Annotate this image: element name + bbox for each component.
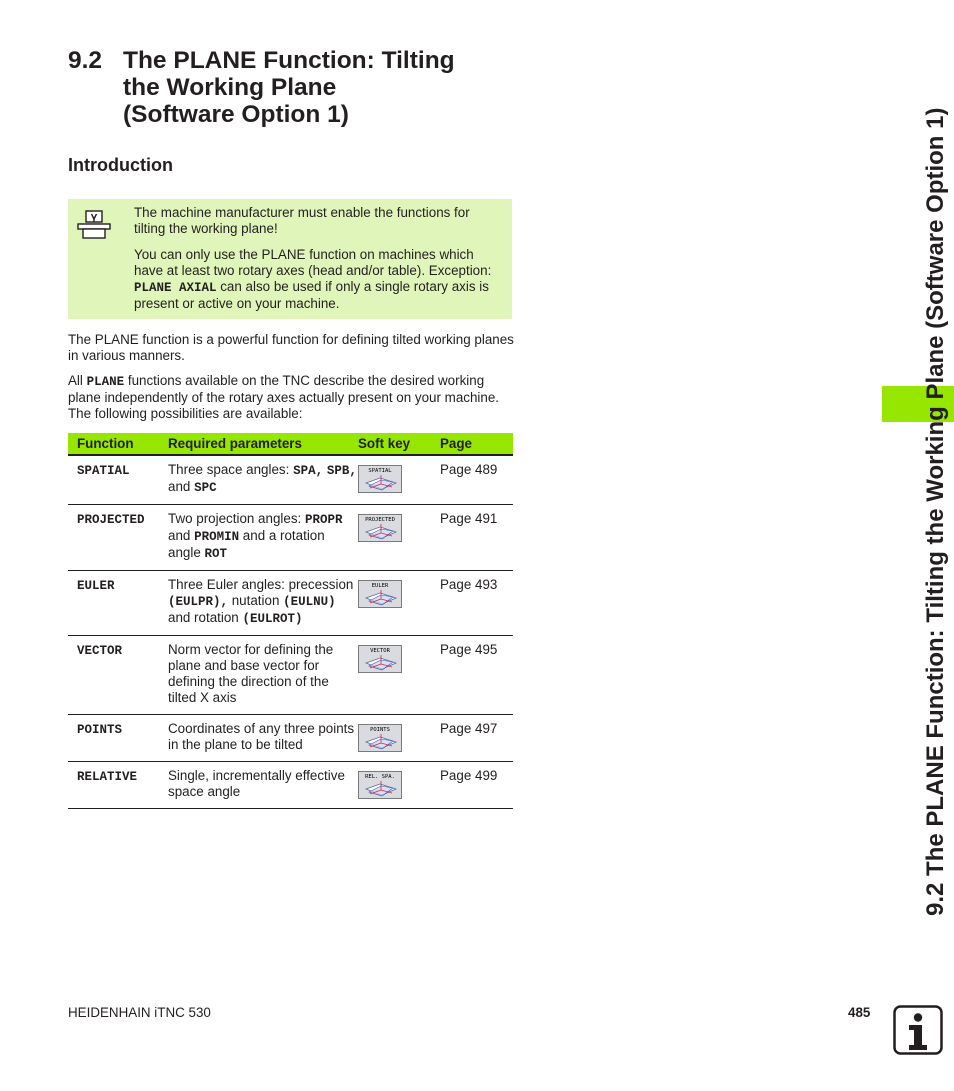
table-row bbox=[68, 715, 513, 762]
softkey-cell bbox=[358, 715, 440, 762]
body-paragraph-1: The PLANE function is a powerful function for defining tilted working planes in various manners. bbox=[68, 332, 514, 363]
parameter-text: and bbox=[168, 528, 195, 543]
function-name: VECTOR bbox=[68, 636, 168, 715]
body-paragraph-2 bbox=[68, 373, 514, 422]
required-parameters bbox=[168, 636, 358, 715]
introduction-heading: Introduction bbox=[68, 155, 173, 175]
softkey-cell bbox=[358, 455, 440, 505]
parameter-code: (EULROT) bbox=[242, 612, 303, 626]
info-icon bbox=[893, 1005, 943, 1055]
parameter-text: Three space angles: bbox=[168, 462, 294, 477]
parameter-code: (EULPR), bbox=[168, 595, 229, 609]
softkey-label: PROJECTED bbox=[365, 517, 395, 523]
page-reference[interactable]: Page 489 bbox=[440, 455, 513, 505]
tilted-plane-softkey-icon bbox=[363, 523, 399, 541]
page-reference[interactable]: Page 499 bbox=[440, 762, 513, 809]
tilted-plane-softkey-icon bbox=[363, 589, 399, 607]
note-paragraph-2 bbox=[134, 247, 504, 312]
parameter-text: Three Euler angles: precession bbox=[168, 577, 354, 592]
header-parameters: Required parameters bbox=[168, 433, 358, 455]
section-title-line2: the Working Plane bbox=[123, 74, 337, 101]
parameter-text: Norm vector for defining the plane and base vector for defining the direction of the tilted X axis bbox=[168, 642, 334, 705]
header-page: Page bbox=[440, 433, 513, 455]
machine-note-icon bbox=[77, 210, 111, 240]
softkey-label: POINTS bbox=[370, 727, 390, 733]
note-paragraph-1: The machine manufacturer must enable the functions for tilting the working plane! bbox=[134, 205, 470, 236]
required-parameters bbox=[168, 505, 358, 571]
footer-product: HEIDENHAIN iTNC 530 bbox=[68, 1005, 211, 1020]
softkey-label: SPATIAL bbox=[368, 468, 392, 474]
tilted-plane-softkey-icon bbox=[363, 654, 399, 672]
plane-code: PLANE bbox=[86, 375, 125, 389]
function-name: PROJECTED bbox=[68, 505, 168, 571]
note-text-a: You can only use the PLANE function on machines which have at least two rotary axes (head and/or table). Exception: bbox=[134, 247, 492, 278]
function-name: RELATIVE bbox=[68, 762, 168, 809]
table-row bbox=[68, 455, 513, 505]
parameter-code: SPA, bbox=[293, 464, 324, 478]
parameter-text: Coordinates of any three points in the plane to be tilted bbox=[168, 721, 355, 752]
page-reference[interactable]: Page 493 bbox=[440, 571, 513, 636]
softkey-spatial-button[interactable] bbox=[358, 465, 402, 493]
required-parameters bbox=[168, 762, 358, 809]
plane-axial-code: PLANE AXIAL bbox=[134, 281, 217, 295]
header-function: Function bbox=[68, 433, 168, 455]
softkey-label: VECTOR bbox=[370, 648, 390, 654]
table-row bbox=[68, 762, 513, 809]
parameter-text: nutation bbox=[228, 593, 284, 608]
parameter-code: PROMIN bbox=[194, 530, 240, 544]
table-body bbox=[68, 455, 513, 809]
parameter-code: ROT bbox=[204, 547, 227, 561]
softkey-euler-button[interactable] bbox=[358, 580, 402, 608]
tilted-plane-softkey-icon bbox=[363, 780, 399, 798]
softkey-cell bbox=[358, 636, 440, 715]
required-parameters bbox=[168, 715, 358, 762]
parameter-text: and rotation bbox=[168, 610, 243, 625]
side-title-text: 9.2 The PLANE Function: Tilting the Working Plane (Software Option 1) bbox=[922, 107, 949, 916]
table-row bbox=[68, 571, 513, 636]
function-name: SPATIAL bbox=[68, 455, 168, 505]
body2-text-a: All bbox=[68, 373, 87, 388]
parameter-text: and bbox=[168, 479, 195, 494]
table-row bbox=[68, 505, 513, 571]
page-reference[interactable]: Page 495 bbox=[440, 636, 513, 715]
function-name: EULER bbox=[68, 571, 168, 636]
parameter-code: SPC bbox=[194, 481, 217, 495]
function-name: POINTS bbox=[68, 715, 168, 762]
required-parameters bbox=[168, 455, 358, 505]
softkey-label: EULER bbox=[371, 583, 389, 589]
softkey-cell bbox=[358, 571, 440, 636]
header-softkey: Soft key bbox=[358, 433, 440, 455]
note-text-b: can also be used if only a single rotary axis is present or active on your machine. bbox=[134, 279, 489, 311]
parameter-code: (EULNU) bbox=[283, 595, 336, 609]
section-title-line1: The PLANE Function: Tilting bbox=[123, 47, 455, 74]
tilted-plane-softkey-icon bbox=[363, 733, 399, 751]
parameter-text: Two projection angles: bbox=[168, 511, 305, 526]
softkey-projected-button[interactable] bbox=[358, 514, 402, 542]
softkey-cell bbox=[358, 762, 440, 809]
table-row bbox=[68, 636, 513, 715]
softkey-cell bbox=[358, 505, 440, 571]
parameter-text: Single, incrementally effective space angle bbox=[168, 768, 345, 799]
tilted-plane-softkey-icon bbox=[363, 474, 399, 492]
section-title-line3: (Software Option 1) bbox=[123, 101, 349, 128]
page-reference[interactable]: Page 497 bbox=[440, 715, 513, 762]
required-parameters bbox=[168, 571, 358, 636]
softkey-label: REL. SPA. bbox=[365, 774, 395, 780]
section-title bbox=[123, 47, 543, 128]
plane-functions-table bbox=[68, 433, 513, 809]
parameter-code: PROPR bbox=[304, 513, 343, 527]
section-number: 9.2 bbox=[68, 47, 103, 74]
softkey-vector-button[interactable] bbox=[358, 645, 402, 673]
note-text bbox=[134, 205, 504, 322]
parameter-text: and a rotation angle bbox=[168, 528, 325, 560]
body2-text-b: functions available on the TNC describe the desired working plane independently of the rotary axes actually present on your machine. The following possibilities are available: bbox=[68, 373, 499, 421]
manufacturer-note-box bbox=[68, 199, 512, 319]
table-header-row bbox=[68, 433, 513, 455]
softkey-points-button[interactable] bbox=[358, 724, 402, 752]
parameter-code: SPB, bbox=[326, 464, 357, 478]
page-reference[interactable]: Page 491 bbox=[440, 505, 513, 571]
page-number: 485 bbox=[848, 1005, 871, 1020]
softkey-relative-button[interactable] bbox=[358, 771, 402, 799]
